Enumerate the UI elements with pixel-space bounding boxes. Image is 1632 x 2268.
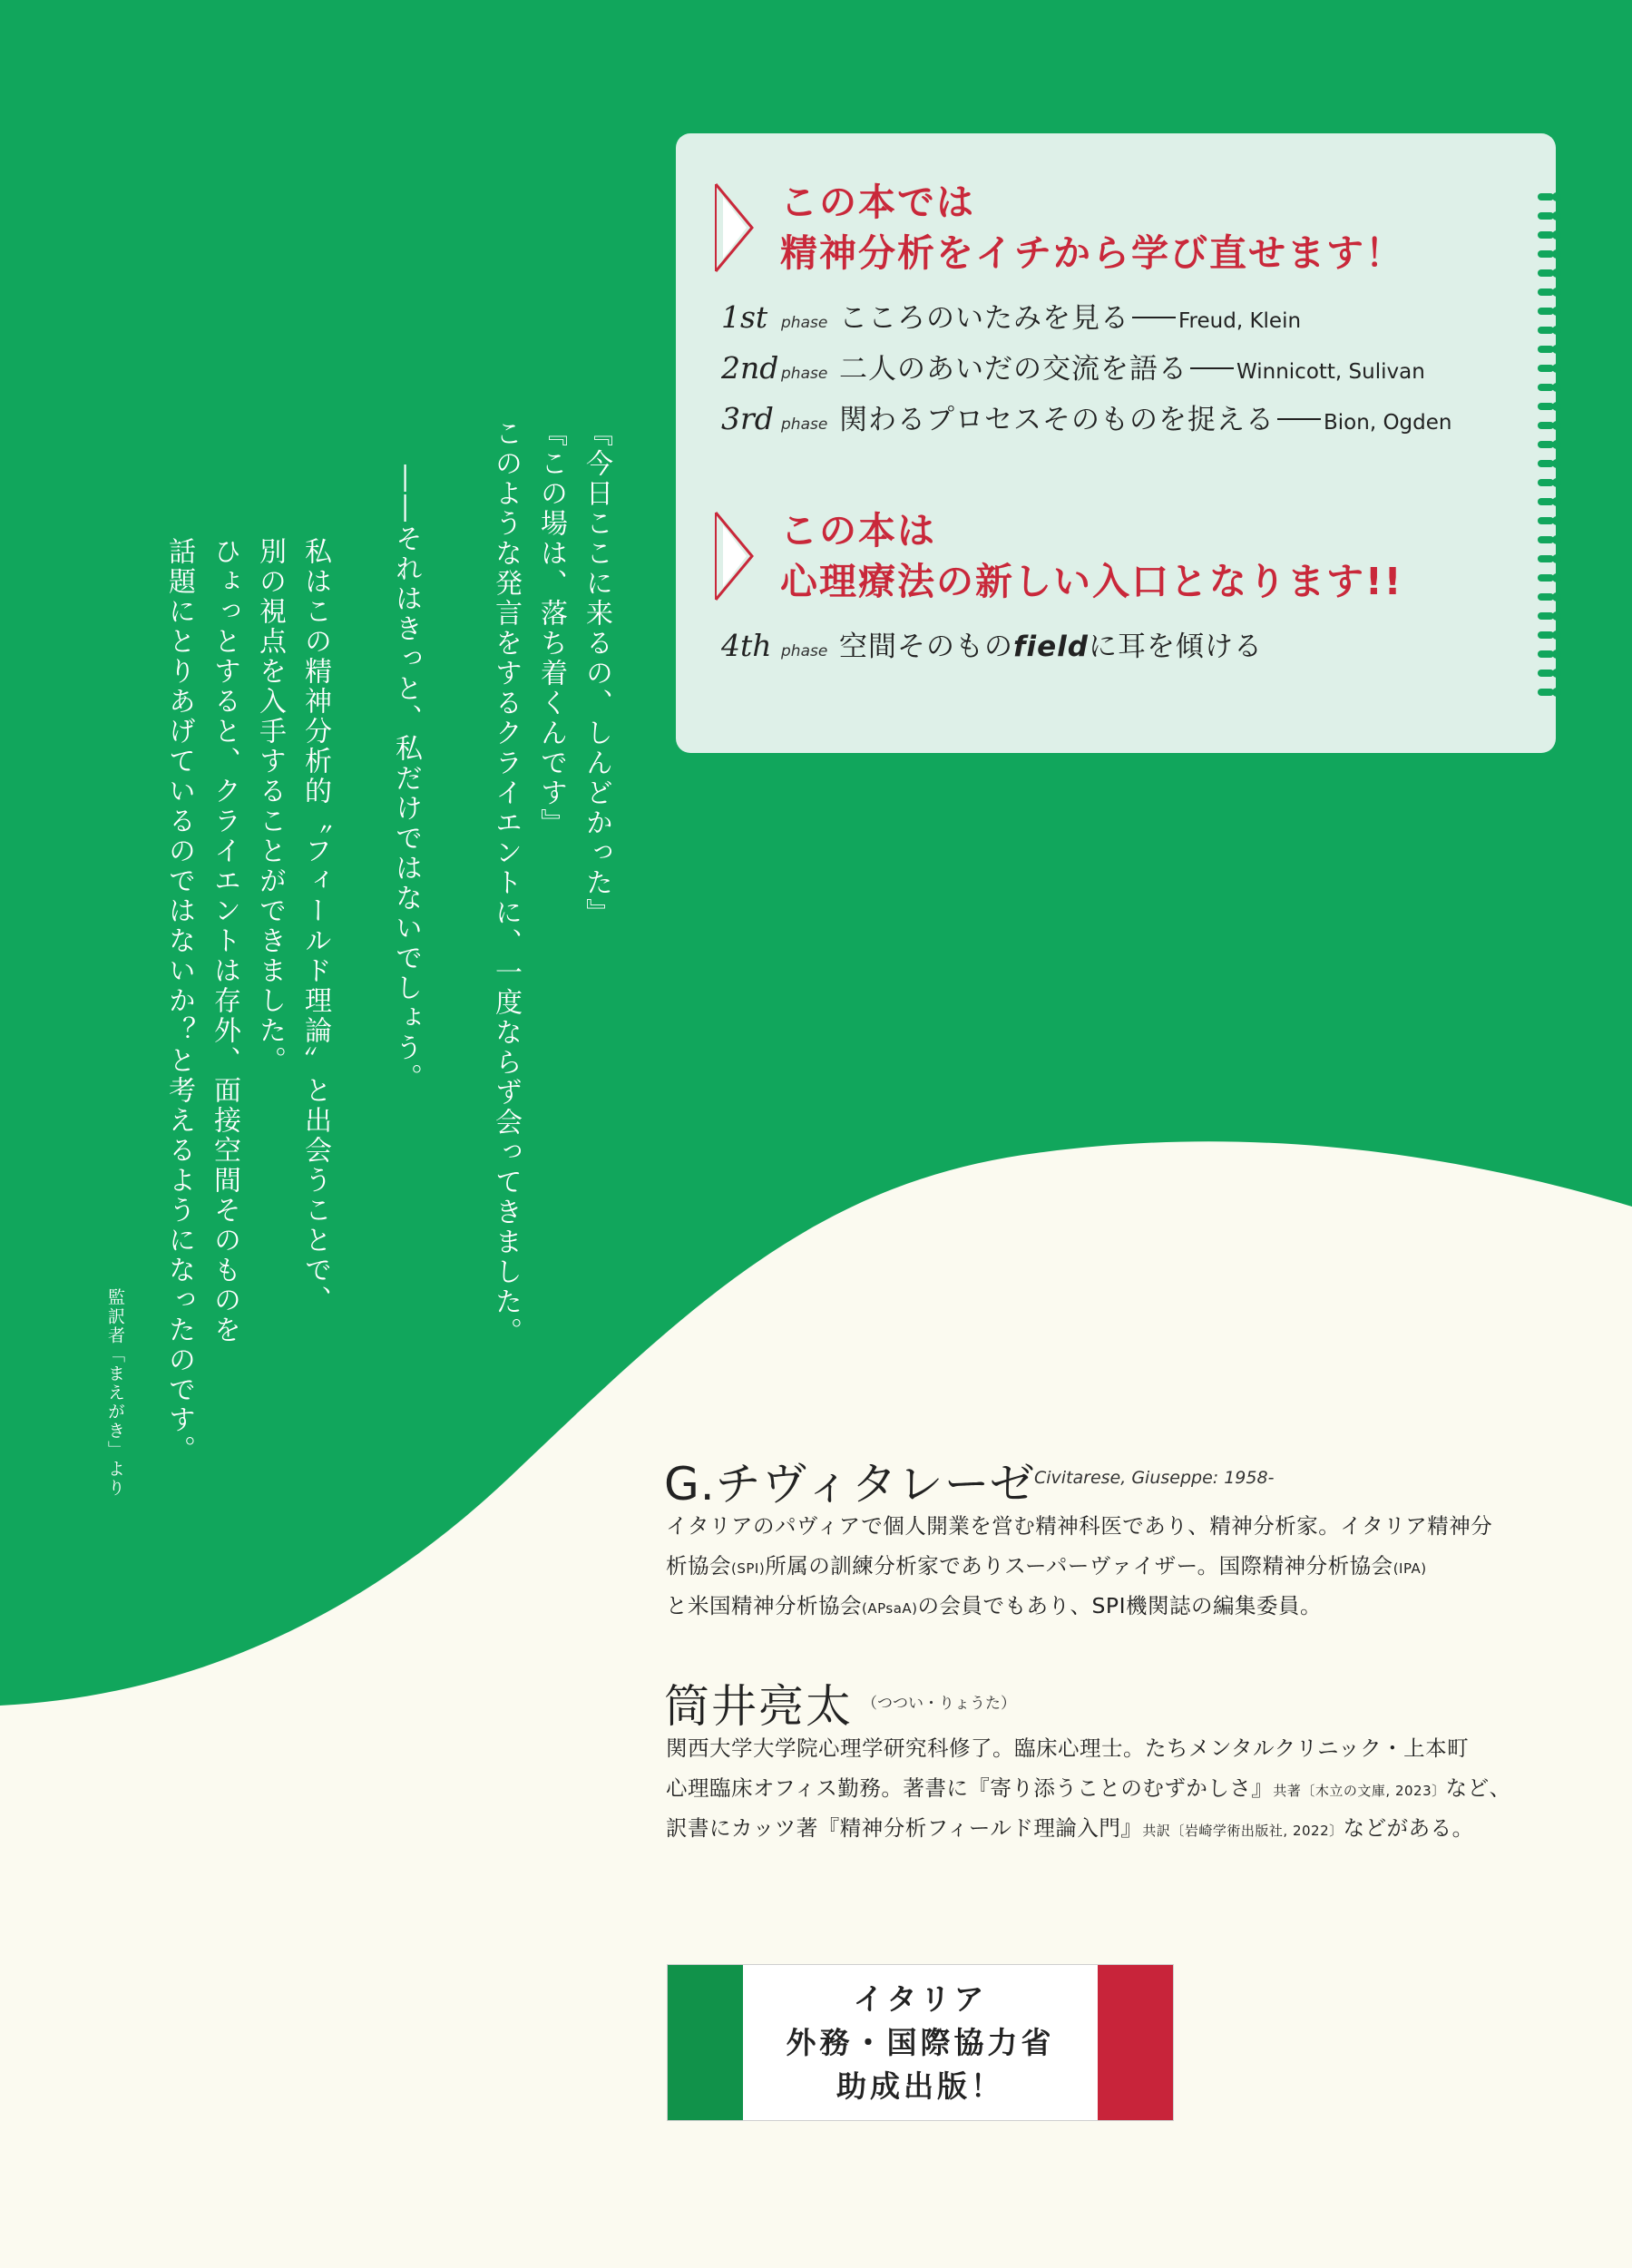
phase-label: phase [781,314,828,332]
bio-text: と米国精神分析協会 [666,1593,862,1618]
em-dash [1277,418,1321,420]
phase-row-4 [721,623,1263,669]
bio-abbrev: (IPA) [1393,1560,1427,1577]
author-1-name: G.チヴィタレーゼ [664,1458,1036,1510]
quote-line-1: 『今日ここに来るの、しんどかった』 [581,419,612,928]
card-heading-2-line-1: この本は [780,509,936,552]
phase-number: 1st [721,299,768,335]
coil-ring [1538,359,1565,378]
coil-ring [1538,283,1565,302]
phase-row-3 [721,396,1451,442]
card-heading-1-line-2: 精神分析をイチから学び直せます！ [780,231,1404,275]
coil-ring [1538,435,1565,455]
coil-ring [1538,626,1565,645]
coil-ring [1538,531,1565,550]
phase-row-1 [721,295,1301,340]
phase-title [839,623,1263,664]
field-keyword: field [1013,631,1089,663]
quote-line-7: ひょっとすると、クライエントは存外、面接空間そのものを [209,537,240,1345]
em-dash [1190,367,1234,369]
coil-ring [1538,683,1565,702]
coil-ring [1538,588,1565,607]
phase-authors: Bion, Ogden [1324,411,1452,435]
quote-credit: 監訳者「まえがき」より [105,1288,125,1498]
phase-title-pre: 空間そのもの [839,631,1013,663]
coil-ring [1538,493,1565,512]
card-heading-1-line-1: この本では [780,181,975,224]
badge-line-3: 助成出版！ [836,2068,1004,2104]
author-1-bio-line-3 [666,1586,1322,1628]
badge-line-1: イタリア [853,1980,988,2017]
coil-ring [1538,607,1565,626]
flag-white-stripe [743,1965,1098,2120]
quote-line-2: 『この場は、落ち着くんです』 [535,419,567,838]
coil-ring [1538,321,1565,340]
bio-text: など、 [1445,1775,1511,1801]
author-2-bio-line-3 [666,1808,1474,1851]
coil-ring [1538,455,1565,474]
card-heading-2-line-2: 心理療法の新しい入口となります!! [780,560,1403,603]
coil-ring [1538,416,1565,435]
author-1-bio-line-1 [666,1506,1492,1546]
author-2-reading: （つつい・りょうた） [862,1695,1016,1713]
bio-note: 共著〔木立の文庫, 2023〕 [1273,1783,1446,1799]
phase-title-post: に耳を傾ける [1088,631,1263,663]
author-2-bio-line-2 [666,1768,1511,1811]
quote-line-6: 別の視点を入手することができました。 [254,537,286,1076]
coil-ring [1538,207,1565,226]
notebook-card [676,133,1556,753]
bio-text: などがある。 [1343,1815,1474,1841]
phase-title: 関わるプロセスそのものを捉える [839,404,1275,436]
coil-ring [1538,664,1565,683]
coil-ring [1538,226,1565,245]
coil-ring [1538,340,1565,359]
coil-ring [1538,245,1565,264]
flag-red-stripe [1098,1965,1173,2120]
author-1-bio-line-2 [666,1546,1427,1589]
quote-line-8: 話題にとりあげているのではないか？と考えるようになったのです。 [163,537,195,1465]
bio-text: 関西大学大学院心理学研究科修了。臨床心理士。たちメンタルクリニック・上本町 [666,1735,1470,1761]
bio-text: の会員でもあり、SPI機関誌の編集委員。 [917,1593,1323,1618]
bio-text: 訳書にカッツ著『精神分析フィールド理論入門』 [666,1815,1143,1841]
coil-ring [1538,188,1565,207]
phase-title: 二人のあいだの交流を語る [839,353,1187,386]
em-dash [1132,317,1176,318]
bio-abbrev: (SPI) [731,1560,766,1577]
phase-label: phase [781,415,828,434]
author-1-roman-name: Civitarese, Giuseppe: 1958- [1034,1468,1275,1488]
coil-ring [1538,302,1565,321]
phase-title: こころのいたみを見る [839,302,1129,335]
coil-ring [1538,645,1565,664]
phase-authors: Freud, Klein [1178,309,1302,333]
coil-ring [1538,378,1565,397]
phase-authors: Winnicott, Sulivan [1236,360,1425,384]
phase-number: 2nd [721,350,779,386]
phase-number: 4th [721,628,772,663]
coil-ring [1538,550,1565,569]
phase-label: phase [781,642,828,660]
coil-ring [1538,397,1565,416]
bio-text: 析協会 [666,1553,731,1579]
phase-row-2 [721,346,1425,391]
bio-text: イタリアのパヴィアで個人開業を営む精神科医であり、精神分析家。イタリア精神分 [666,1513,1493,1539]
quote-line-5: 私はこの精神分析的〝フィールド理論〟と出会うことで、 [299,537,331,1315]
coil-ring [1538,512,1565,531]
bio-text: 心理臨床オフィス勤務。著書に『寄り添うことのむずかしさ』 [666,1775,1274,1801]
chevron-right-icon [712,509,756,603]
author-2-bio-line-1 [666,1728,1469,1768]
flag-green-stripe [668,1965,743,2120]
phase-number: 3rd [721,401,774,436]
coil-ring [1538,569,1565,588]
phase-label: phase [781,365,828,383]
coil-ring [1538,474,1565,493]
quote-line-4: ――それはきっと、私だけではないでしょう。 [390,464,422,1093]
author-2-name: 筒井亮太 [664,1680,853,1733]
chevron-right-icon [712,181,756,275]
spiral-binding-icon [1538,188,1565,714]
bio-text: 所属の訓練分析家でありスーパーヴァイザー。国際精神分析協会 [765,1553,1393,1579]
badge-line-2: 外務・国際協力省 [786,2024,1055,2060]
coil-ring [1538,264,1565,283]
italy-flag-badge [667,1964,1174,2121]
quote-line-3: このような発言をするクライエントに、一度ならず会ってきました。 [490,419,522,1347]
bio-note: 共訳〔岩崎学術出版社, 2022〕 [1142,1823,1344,1839]
bio-abbrev: (APsaA) [862,1600,918,1617]
